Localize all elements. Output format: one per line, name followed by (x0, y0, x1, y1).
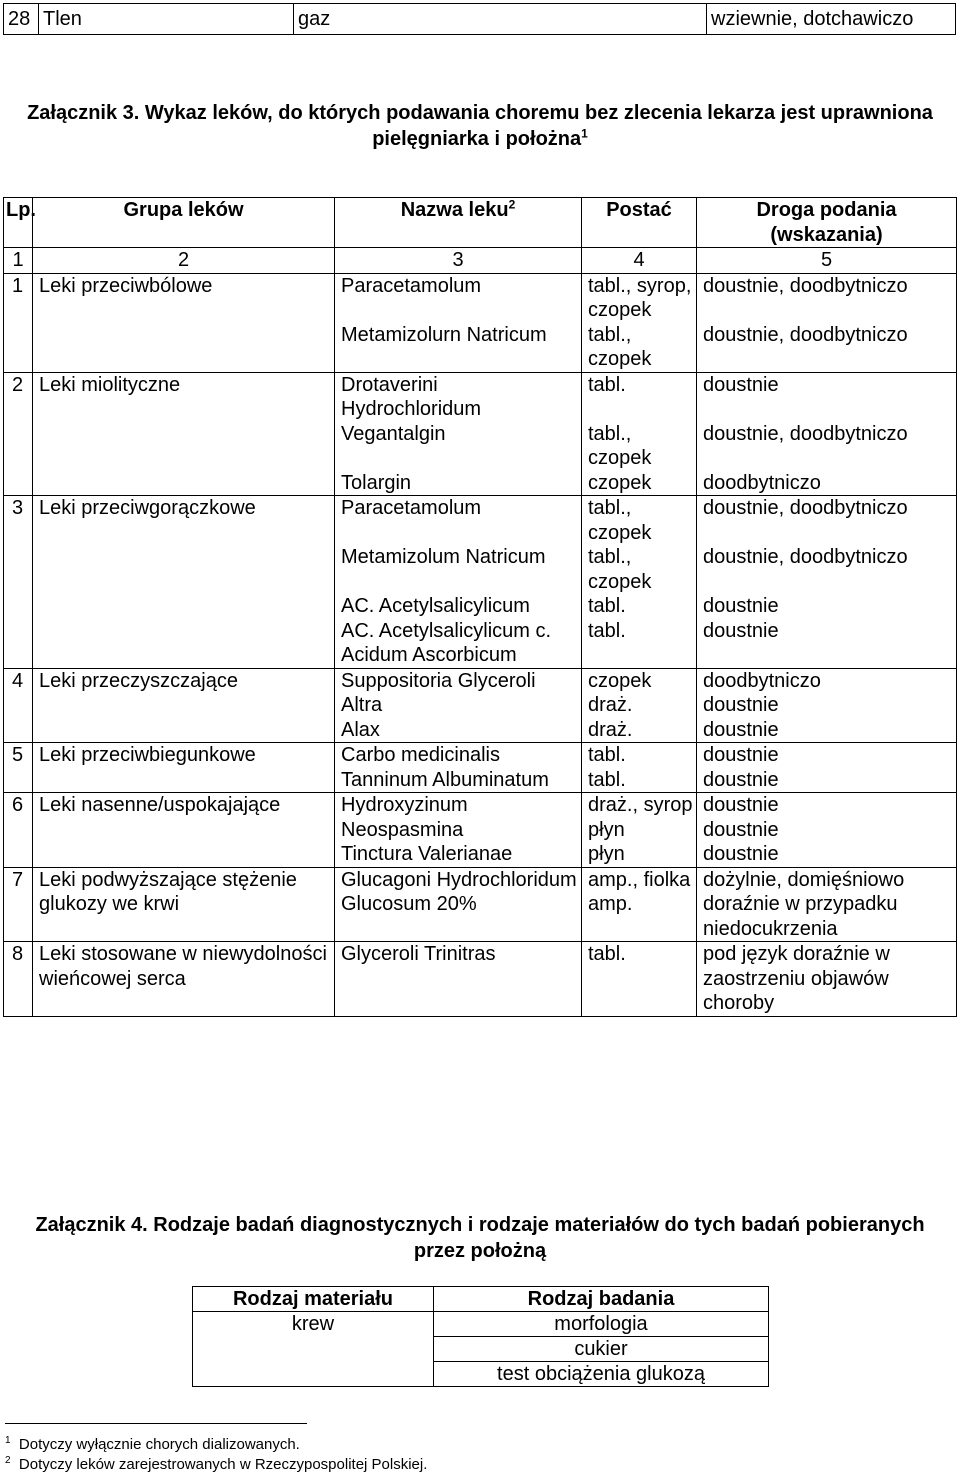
route-cell: doustnie (697, 768, 957, 793)
route-cell: doraźnie w przypadku niedocukrzenia (697, 892, 957, 942)
route-cell: dożylnie, domięśniowo (697, 867, 957, 892)
route-cell: doustnie (697, 818, 957, 843)
route-cell: doustnie, doodbytniczo (697, 496, 957, 546)
route-cell: doustnie, doodbytniczo (697, 323, 957, 373)
top-cell-group: Tlen (39, 4, 294, 35)
header-form: Postać (582, 198, 697, 248)
name-cell: Glucagoni Hydrochloridum (335, 867, 582, 892)
header-route: Droga podania (wskazania) (697, 198, 957, 248)
name-cell: Glucosum 20% (335, 892, 582, 942)
form-cell: tabl., czopek (582, 496, 697, 546)
footnote-2: $^2$ Dotyczy leków zarejestrowanych w Rzeczypospolitej Polskiej. (5, 1455, 428, 1473)
top-cell-route: wziewnie, dotchawiczo (707, 4, 956, 35)
group-cell: Leki przeciwgorączkowe (33, 496, 335, 669)
table-header-row (4, 198, 957, 248)
col-number: 4 (582, 248, 697, 274)
column-number-row (4, 248, 957, 274)
name-cell: Carbo medicinalis (335, 743, 582, 768)
footnote-separator (5, 1423, 307, 1424)
drug-list-table (3, 197, 957, 1017)
route-cell: doustnie (697, 693, 957, 718)
header-material: Rodzaj materiału (193, 1287, 434, 1312)
name-cell: Neospasmina (335, 818, 582, 843)
route-cell: doustnie, doodbytniczo (697, 273, 957, 323)
route-cell: doustnie (697, 842, 957, 867)
header-name: Nazwa leku$^2$ (335, 198, 582, 248)
table-row (193, 1362, 769, 1387)
form-cell: draż., syrop (582, 793, 697, 818)
route-cell: doustnie (697, 619, 957, 669)
group-cell: Leki miolityczne (33, 372, 335, 496)
form-cell: czopek (582, 471, 697, 496)
col-number: 5 (697, 248, 957, 274)
form-cell: płyn (582, 842, 697, 867)
route-cell: doodbytniczo (697, 471, 957, 496)
form-cell: draż. (582, 718, 697, 743)
name-cell: Metamizolum Natricum (335, 545, 582, 594)
name-cell: Tolargin (335, 471, 582, 496)
table-row (4, 793, 957, 818)
name-cell: Paracetamolum (335, 496, 582, 546)
footnote-ref-1: 1 (581, 126, 588, 141)
name-cell: Vegantalgin (335, 422, 582, 471)
name-cell: AC. Acetylsalicylicum (335, 594, 582, 619)
form-cell: tabl., syrop, czopek (582, 273, 697, 323)
name-cell: Tanninum Albuminatum (335, 768, 582, 793)
col-number: 1 (4, 248, 33, 274)
group-cell: Leki przeciwbiegunkowe (33, 743, 335, 793)
test-cell: cukier (434, 1337, 769, 1362)
table-row (193, 1337, 769, 1362)
name-cell: Metamizolurn Natricum (335, 323, 582, 373)
form-cell: czopek (582, 668, 697, 693)
header-group: Grupa leków (33, 198, 335, 248)
group-cell: Leki przeciwbólowe (33, 273, 335, 372)
lp-cell: 1 (4, 273, 33, 372)
annex4-title-line2: przez położną (413, 1240, 547, 1262)
annex4-title-line1: Załącznik 4. Rodzaje badań diagnostycznych i rodzaje materiałów do tych badań pobieranych (35, 1214, 925, 1236)
material-cell: krew (193, 1312, 434, 1337)
test-cell: morfologia (434, 1312, 769, 1337)
footnote-1: $^1$ Dotyczy wyłącznie chorych dializowanych. (5, 1435, 300, 1453)
table-row (4, 942, 957, 1017)
route-cell: doustnie (697, 743, 957, 768)
name-cell: Altra (335, 693, 582, 718)
route-cell: doustnie (697, 793, 957, 818)
annex4-title (0, 1212, 960, 1264)
name-cell: Paracetamolum (335, 273, 582, 323)
table-row (4, 668, 957, 693)
route-cell: doustnie, doodbytniczo (697, 545, 957, 594)
form-cell: tabl., czopek (582, 323, 697, 373)
col-number: 3 (335, 248, 582, 274)
name-cell: Suppositoria Glyceroli (335, 668, 582, 693)
form-cell: płyn (582, 818, 697, 843)
form-cell: tabl. (582, 768, 697, 793)
group-cell: Leki przeczyszczające (33, 668, 335, 743)
group-cell: Leki stosowane w niewydolności wieńcowej serca (33, 942, 335, 1017)
table-row (4, 867, 957, 892)
route-cell: doustnie (697, 594, 957, 619)
route-cell: doodbytniczo (697, 668, 957, 693)
group-cell: Leki podwyższające stężenie glukozy we krwi (33, 867, 335, 942)
header-test: Rodzaj badania (434, 1287, 769, 1312)
group-cell: Leki nasenne/uspokajające (33, 793, 335, 868)
table-row (4, 496, 957, 546)
name-cell: Glyceroli Trinitras (335, 942, 582, 1017)
diagnostics-header-row (193, 1287, 769, 1312)
table-row (4, 372, 957, 422)
form-cell: tabl. (582, 743, 697, 768)
lp-cell: 3 (4, 496, 33, 669)
form-cell: tabl. (582, 372, 697, 422)
table-row (4, 273, 957, 323)
name-cell: AC. Acetylsalicylicum c. Acidum Ascorbicum (335, 619, 582, 669)
annex3-title (0, 100, 960, 152)
route-cell: pod język doraźnie w zaostrzeniu objawów choroby (697, 942, 957, 1017)
top-cell-lp: 28 (4, 4, 39, 35)
annex3-title-line2: pielęgniarka i położna$^1$ (372, 126, 588, 150)
form-cell: tabl. (582, 942, 697, 1017)
form-cell: tabl., czopek (582, 422, 697, 471)
form-cell: tabl., czopek (582, 545, 697, 594)
name-cell: Drotaverini Hydrochloridum (335, 372, 582, 422)
lp-cell: 2 (4, 372, 33, 496)
top-cell-name: gaz (294, 4, 707, 35)
name-cell: Alax (335, 718, 582, 743)
route-cell: doustnie (697, 372, 957, 422)
material-cell (193, 1362, 434, 1387)
previous-table-row (3, 3, 956, 35)
lp-cell: 4 (4, 668, 33, 743)
form-cell: amp., fiolka (582, 867, 697, 892)
form-cell: tabl. (582, 594, 697, 619)
col-number: 2 (33, 248, 335, 274)
name-cell: Hydroxyzinum (335, 793, 582, 818)
form-cell: tabl. (582, 619, 697, 669)
footnote-ref-2: 2 (508, 197, 516, 212)
header-lp: Lp. (4, 198, 33, 248)
form-cell: draż. (582, 693, 697, 718)
diagnostics-table (192, 1286, 769, 1387)
annex3-title-line1: Załącznik 3. Wykaz leków, do których podawania choremu bez zlecenia lekarza jest uprawniona (27, 102, 933, 124)
lp-cell: 8 (4, 942, 33, 1017)
lp-cell: 6 (4, 793, 33, 868)
test-cell: test obciążenia glukozą (434, 1362, 769, 1387)
form-cell: amp. (582, 892, 697, 942)
table-row (4, 743, 957, 768)
route-cell: doustnie, doodbytniczo (697, 422, 957, 471)
material-cell (193, 1337, 434, 1362)
lp-cell: 7 (4, 867, 33, 942)
route-cell: doustnie (697, 718, 957, 743)
lp-cell: 5 (4, 743, 33, 793)
name-cell: Tinctura Valerianae (335, 842, 582, 867)
table-row (193, 1312, 769, 1337)
